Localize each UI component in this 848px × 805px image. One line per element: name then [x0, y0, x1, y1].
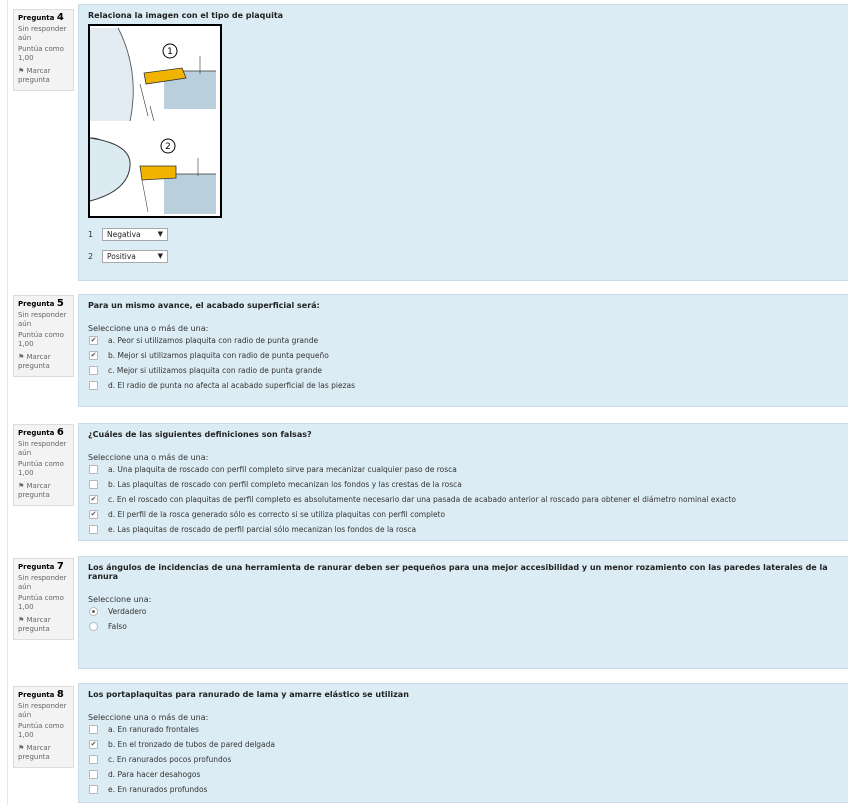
flag-question-link[interactable]: ⚑ Marcar pregunta [18, 744, 51, 761]
match-row-1 [88, 228, 839, 241]
answer-option[interactable]: a. Una plaquita de roscado con perfil completo sirve para mecanizar cualquier paso de rosca [88, 462, 839, 477]
answer-option[interactable]: a. En ranurado frontales [88, 722, 839, 737]
answer-option[interactable]: ✔ b. Mejor si utilizamos plaquita con radio de punta pequeño [90, 351, 329, 360]
question-number: Pregunta 5 [18, 298, 64, 309]
checkbox[interactable]: ✔ [90, 351, 97, 359]
checkbox[interactable] [89, 465, 98, 474]
dropdown-arrow-icon: ▼ [157, 230, 163, 238]
checkbox[interactable]: ✔ [90, 495, 97, 503]
radio-button[interactable] [89, 607, 98, 616]
answer-prompt: Seleccione una o más de una: [88, 713, 209, 722]
question-info-8 [13, 686, 74, 768]
answer-option[interactable]: c. En ranurados pocos profundos [88, 752, 839, 767]
answer-option[interactable]: ✔ c. En el roscado con plaquitas de perfil completo es absolutamente necesario dar una pasada de acabado anterior al roscado para obtener el diámetro nominal exacto [90, 495, 737, 504]
question-box-7 [78, 556, 848, 669]
radio-button[interactable] [89, 622, 98, 631]
flag-icon: ⚑ [18, 482, 25, 490]
checkbox[interactable] [89, 525, 98, 534]
flag-question-link[interactable]: ⚑ Marcar pregunta [18, 616, 51, 633]
checkbox[interactable] [89, 381, 98, 390]
question-text: ¿Cuáles de las siguientes definiciones son falsas? [88, 430, 312, 439]
insert-diagram [88, 24, 222, 218]
match-select-2[interactable]: Positiva ▼ [102, 250, 168, 263]
checkbox[interactable] [89, 785, 98, 794]
answer-option[interactable]: ✔ a. Peor si utilizamos plaquita con radio de punta grande [90, 336, 319, 345]
question-status: Sin responder aún [18, 702, 67, 719]
checkbox[interactable] [89, 770, 98, 779]
flag-question-link[interactable]: ⚑ Marcar pregunta [18, 353, 51, 370]
question-status: Sin responder aún [18, 25, 67, 42]
answer-option[interactable]: b. Las plaquitas de roscado con perfil completo mecanizan los fondos y las crestas de la rosca [88, 477, 839, 492]
checkbox[interactable]: ✔ [90, 336, 97, 344]
answer-option[interactable]: d. El radio de punta no afecta al acabado superficial de las piezas [88, 378, 839, 393]
match-select-1[interactable]: Negativa ▼ [102, 228, 168, 241]
question-info-7 [13, 558, 74, 640]
question-score: Puntúa como 1,00 [18, 594, 64, 611]
question-info-4 [13, 9, 74, 91]
flag-question-link[interactable]: ⚑ Marcar pregunta [18, 482, 51, 499]
match-number: 2 [88, 252, 94, 261]
question-box-8 [78, 683, 848, 803]
answer-prompt: Seleccione una o más de una: [88, 453, 209, 462]
answer-option[interactable]: Verdadero [88, 604, 839, 619]
question-status: Sin responder aún [18, 440, 67, 457]
flag-icon: ⚑ [18, 616, 25, 624]
question-text: Para un mismo avance, el acabado superficial será: [88, 301, 320, 310]
checkbox[interactable]: ✔ [90, 740, 97, 748]
question-number: Pregunta 4 [18, 12, 64, 23]
flag-icon: ⚑ [18, 67, 25, 75]
flag-icon: ⚑ [18, 353, 25, 361]
checkbox[interactable] [89, 755, 98, 764]
match-number: 1 [88, 230, 94, 239]
question-info-6 [13, 424, 74, 506]
answer-option[interactable]: e. En ranurados profundos [88, 782, 839, 797]
question-status: Sin responder aún [18, 574, 67, 591]
answer-option[interactable]: Falso [88, 619, 839, 634]
question-score: Puntúa como 1,00 [18, 331, 64, 348]
answer-option[interactable]: d. Para hacer desahogos [88, 767, 839, 782]
question-score: Puntúa como 1,00 [18, 722, 64, 739]
question-text: Los ángulos de incidencias de una herramienta de ranurar deben ser pequeños para una mejor accesibilidad y un menor rozamiento con las paredes laterales de la ranura [88, 563, 828, 581]
question-info-5 [13, 295, 74, 377]
figure-label-2: 2 [165, 142, 171, 152]
left-rule [7, 0, 8, 805]
question-status: Sin responder aún [18, 311, 67, 328]
figure-label-1: 1 [167, 47, 173, 57]
dropdown-arrow-icon: ▼ [157, 252, 163, 260]
question-text: Los portaplaquitas para ranurado de lama y amarre elástico se utilizan [88, 690, 409, 699]
question-box-4 [78, 4, 848, 281]
question-number: Pregunta 6 [18, 427, 64, 438]
question-number: Pregunta 7 [18, 561, 64, 572]
checkbox[interactable]: ✔ [90, 510, 97, 518]
question-text: Relaciona la imagen con el tipo de plaquita [88, 11, 284, 20]
match-row-2 [88, 250, 839, 263]
question-score: Puntúa como 1,00 [18, 45, 64, 62]
answer-option[interactable]: ✔ d. El perfil de la rosca generado sólo es correcto si se utiliza plaquitas con perfil completo [90, 510, 446, 519]
question-box-6 [78, 423, 848, 541]
answer-option[interactable]: ✔ b. En el tronzado de tubos de pared delgada [90, 740, 276, 749]
answer-option[interactable]: e. Las plaquitas de roscado de perfil parcial sólo mecanizan los fondos de la rosca [88, 522, 839, 537]
flag-icon: ⚑ [18, 744, 25, 752]
question-box-5 [78, 294, 848, 407]
question-number: Pregunta 8 [18, 689, 64, 700]
checkbox[interactable] [89, 480, 98, 489]
answer-option[interactable]: c. Mejor si utilizamos plaquita con radio de punta grande [88, 363, 839, 378]
question-score: Puntúa como 1,00 [18, 460, 64, 477]
checkbox[interactable] [89, 366, 98, 375]
checkbox[interactable] [89, 725, 98, 734]
flag-question-link[interactable]: ⚑ Marcar pregunta [18, 67, 51, 84]
answer-prompt: Seleccione una: [88, 595, 152, 604]
answer-prompt: Seleccione una o más de una: [88, 324, 209, 333]
